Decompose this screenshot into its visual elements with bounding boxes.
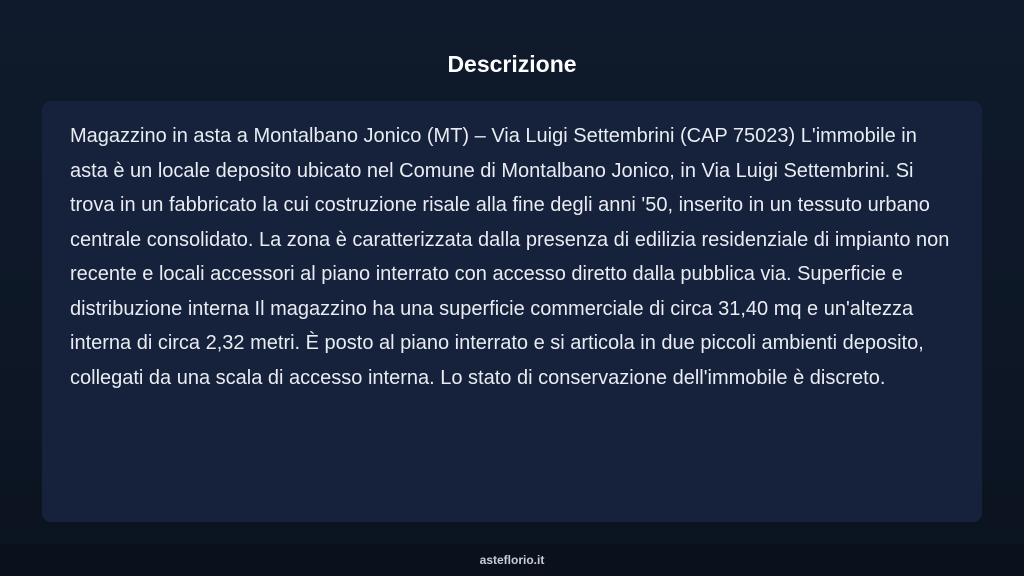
footer-bar	[0, 544, 1024, 576]
description-card	[42, 101, 982, 522]
page-title: Descrizione	[447, 51, 577, 77]
description-text: Magazzino in asta a Montalbano Jonico (MT) – Via Luigi Settembrini (CAP 75023) L'immobile in asta è un locale deposito ubicato nel Comune di Montalbano Jonico, in Via Luigi Settembrini. Si trova in un fabbricato la cui costruzione risale alla fine degli anni '50, inserito in un tessuto urbano centrale consolidato. La zona è caratterizzata dalla presenza di edilizia residenziale di impianto non recente e locali accessori al piano interrato con accesso diretto dalla pubblica via. Superficie e distribuzione interna Il magazzino ha una superficie commerciale di circa 31,40 mq e un'altezza interna di circa 2,32 metri. È posto al piano interrato e si articola in due piccoli ambienti deposito, collegati da una scala di accesso interna. Lo stato di conservazione dell'immobile è discreto.	[70, 125, 950, 389]
footer-site-label: asteflorio.it	[479, 553, 545, 567]
